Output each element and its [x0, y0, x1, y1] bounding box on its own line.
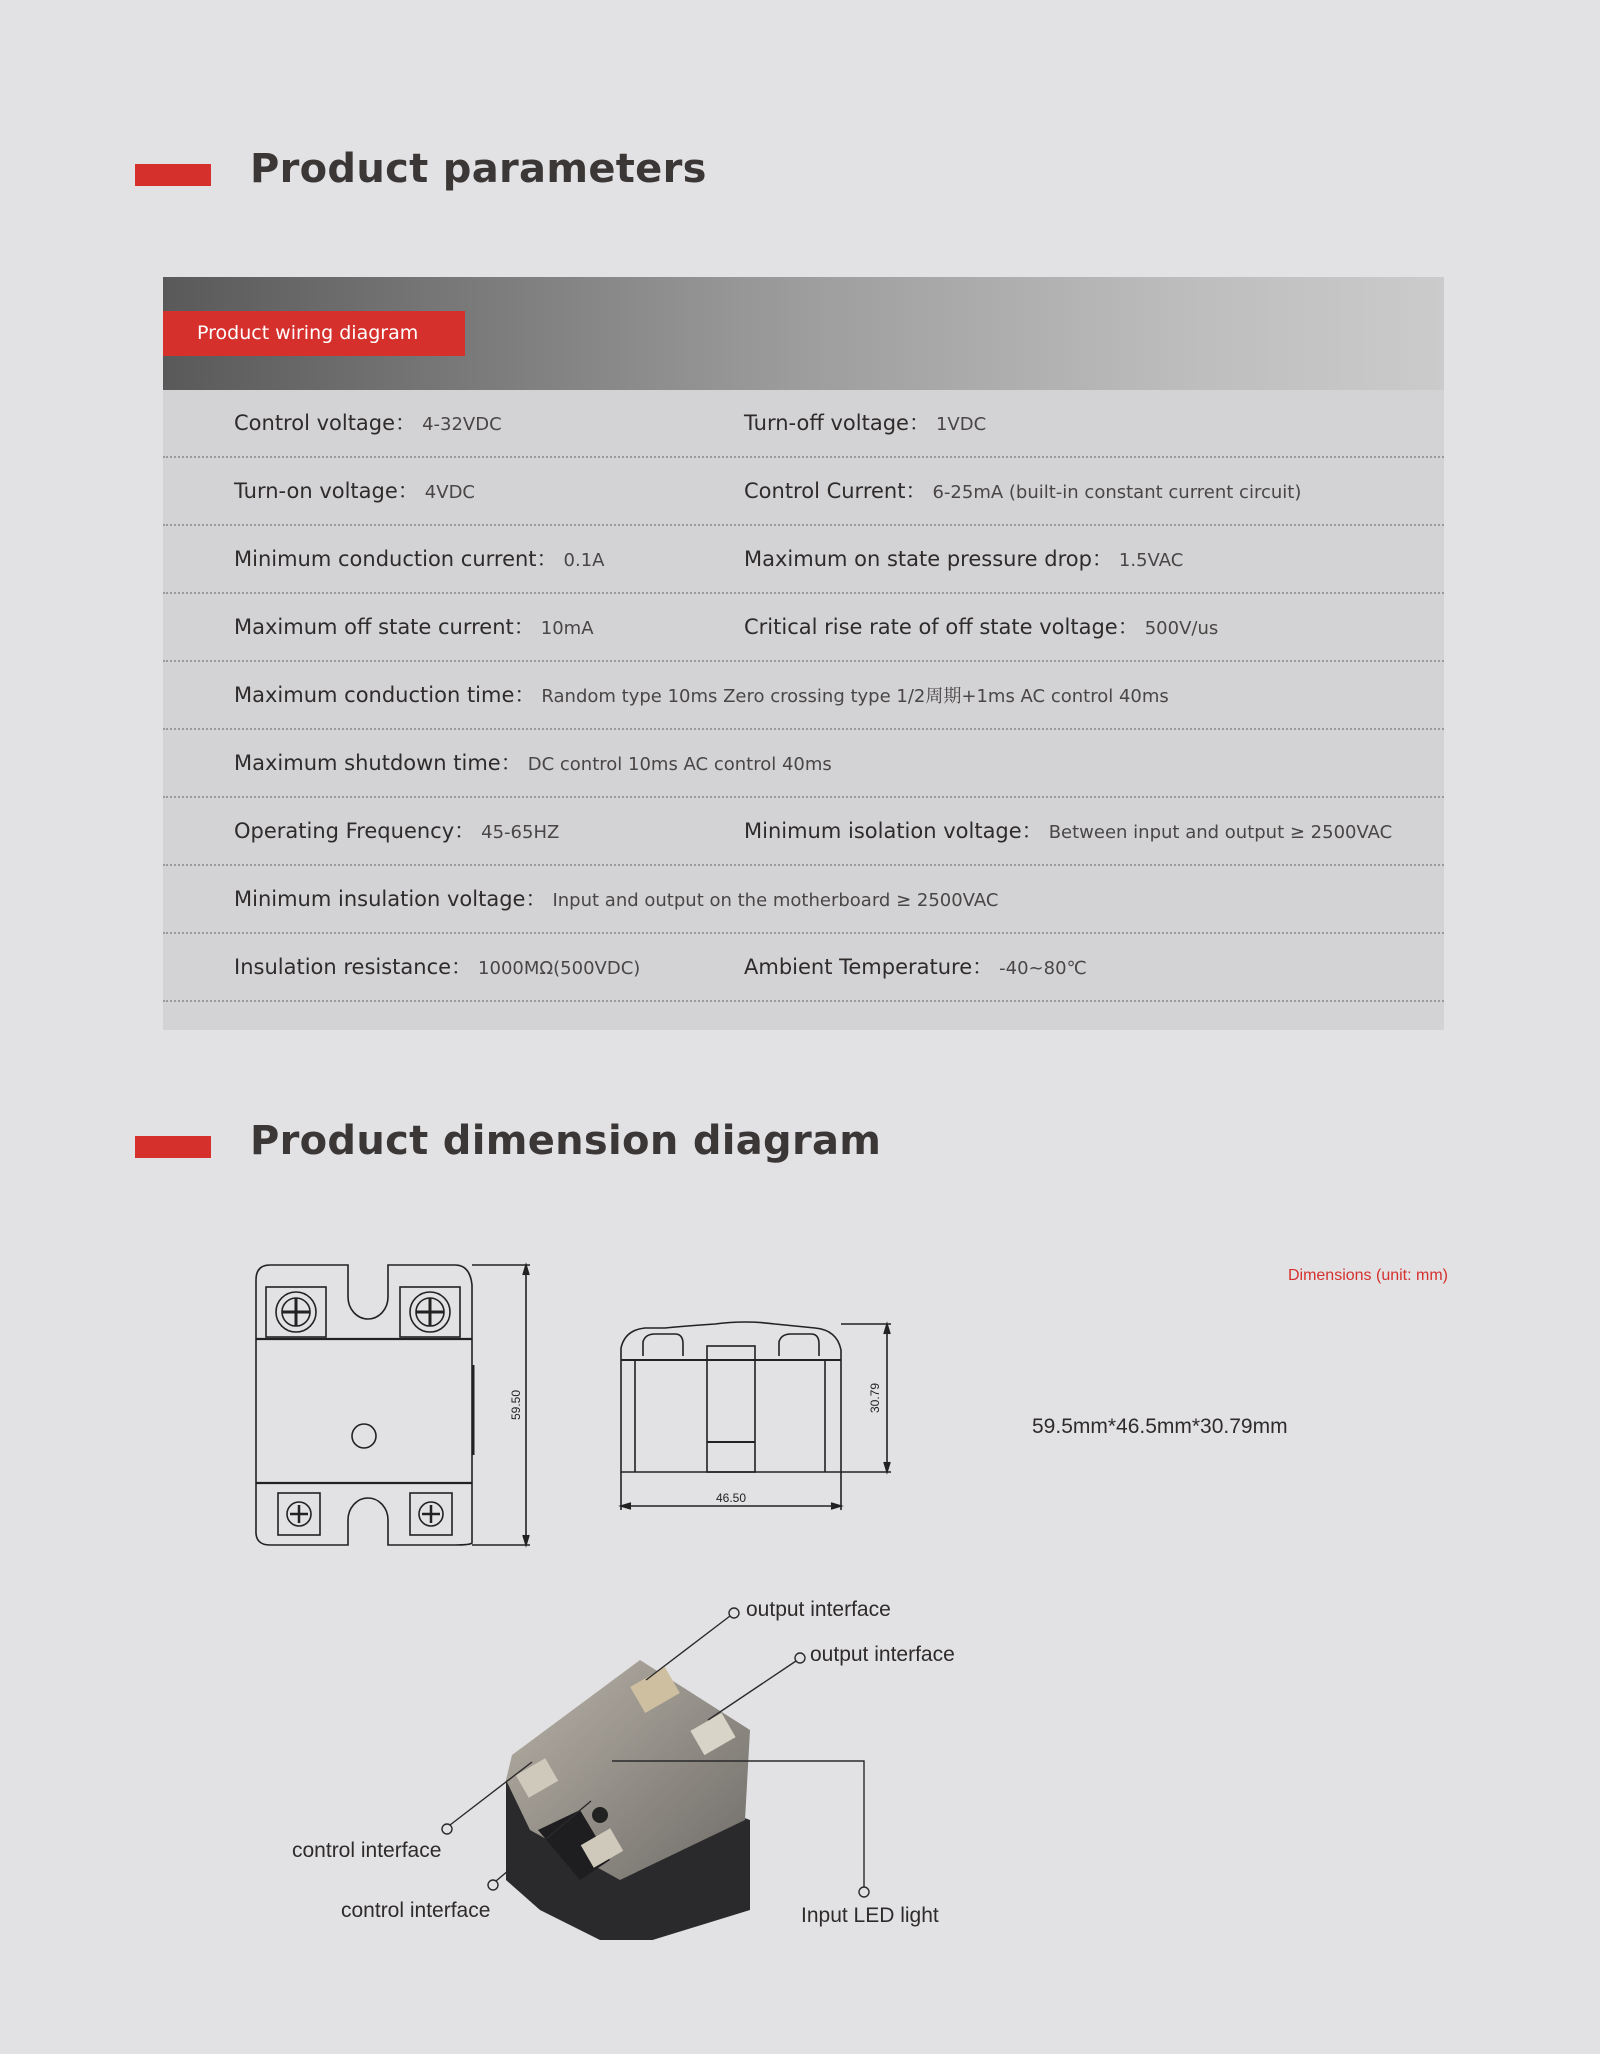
parameter-key: Critical rise rate of off state voltage： — [744, 615, 1139, 639]
parameter-cell — [234, 458, 475, 524]
section-title-parameters: Product parameters — [250, 146, 707, 192]
parameter-value: 1.5VAC — [1118, 550, 1184, 571]
parameter-row — [163, 662, 1444, 730]
parameter-value: 6-25mA (built-in constant current circuit) — [932, 482, 1302, 503]
parameter-cell — [234, 390, 502, 456]
side-view-drawing — [615, 1320, 915, 1520]
parameter-key: Turn-on voltage： — [234, 479, 419, 503]
parameter-key: Maximum on state pressure drop： — [744, 547, 1113, 571]
parameter-value: 1VDC — [935, 414, 987, 435]
parameter-value: Between input and output ≥ 2500VAC — [1048, 822, 1393, 843]
parameter-cell — [234, 662, 1169, 728]
parameter-key: Insulation resistance： — [234, 955, 473, 979]
parameter-value: DC control 10ms AC control 40ms — [527, 754, 832, 775]
parameter-key: Maximum off state current： — [234, 615, 535, 639]
parameter-row — [163, 798, 1444, 866]
parameter-key: Operating Frequency： — [234, 819, 476, 843]
depth-dimension-label: 30.79 — [868, 1382, 882, 1414]
parameter-cell — [744, 934, 1087, 1000]
parameter-row — [163, 526, 1444, 594]
parameter-key: Control voltage： — [234, 411, 417, 435]
parameter-value: 0.1A — [563, 550, 605, 571]
parameter-cell — [744, 390, 986, 456]
parameter-cell — [234, 934, 640, 1000]
section-title-dimension: Product dimension diagram — [250, 1118, 882, 1164]
callout-output-interface-1: output interface — [746, 1598, 891, 1621]
parameter-key: Control Current： — [744, 479, 927, 503]
parameter-row — [163, 866, 1444, 934]
parameter-key: Turn-off voltage： — [744, 411, 930, 435]
wiring-diagram-label: Product wiring diagram — [163, 311, 465, 356]
parameter-key: Ambient Temperature： — [744, 955, 994, 979]
parameter-key: Minimum conduction current： — [234, 547, 558, 571]
height-dimension-label: 59.50 — [509, 1389, 523, 1421]
parameter-row — [163, 594, 1444, 662]
callout-input-led-light: Input LED light — [801, 1904, 939, 1927]
parameter-cell — [234, 594, 594, 660]
parameter-key: Maximum shutdown time： — [234, 751, 522, 775]
panel-header — [163, 277, 1444, 390]
parameter-cell — [234, 866, 998, 932]
parameter-value: -40~80℃ — [999, 958, 1087, 979]
callout-output-interface-2: output interface — [810, 1643, 955, 1666]
parameter-value: Input and output on the motherboard ≥ 2500VAC — [552, 890, 999, 911]
parameter-value: 4VDC — [424, 482, 475, 503]
section-marker — [135, 164, 211, 186]
dimension-summary: 59.5mm*46.5mm*30.79mm — [1032, 1415, 1288, 1438]
product-photo — [280, 1580, 1000, 1940]
parameter-row — [163, 458, 1444, 526]
parameter-cell — [234, 730, 832, 796]
parameter-key: Minimum insulation voltage： — [234, 887, 547, 911]
dimension-unit-note: Dimensions (unit: mm) — [1287, 1267, 1448, 1284]
parameter-key: Maximum conduction time： — [234, 683, 536, 707]
parameter-value: 10mA — [540, 618, 594, 639]
parameter-cell — [744, 458, 1301, 524]
width-dimension-label: 46.50 — [715, 1491, 747, 1505]
section-marker — [135, 1136, 211, 1158]
parameter-cell — [744, 798, 1392, 864]
parameter-key: Minimum isolation voltage： — [744, 819, 1043, 843]
parameter-row — [163, 390, 1444, 458]
parameter-cell — [234, 798, 559, 864]
parameter-value: 45-65HZ — [481, 822, 560, 843]
parameter-value: Random type 10ms Zero crossing type 1/2周期+1ms AC control 40ms — [541, 686, 1169, 707]
parameter-row — [163, 934, 1444, 1002]
callout-control-interface-1: control interface — [292, 1839, 442, 1862]
parameters-panel — [163, 277, 1444, 1030]
top-view-drawing — [250, 1255, 550, 1555]
parameter-value: 4-32VDC — [422, 414, 502, 435]
relay-body — [506, 1660, 750, 1940]
parameter-row — [163, 730, 1444, 798]
parameter-cell — [744, 594, 1218, 660]
parameter-cell — [744, 526, 1183, 592]
parameter-cell — [234, 526, 605, 592]
callout-control-interface-2: control interface — [341, 1899, 491, 1922]
parameter-value: 500V/us — [1144, 618, 1219, 639]
parameter-value: 1000MΩ(500VDC) — [478, 958, 641, 979]
